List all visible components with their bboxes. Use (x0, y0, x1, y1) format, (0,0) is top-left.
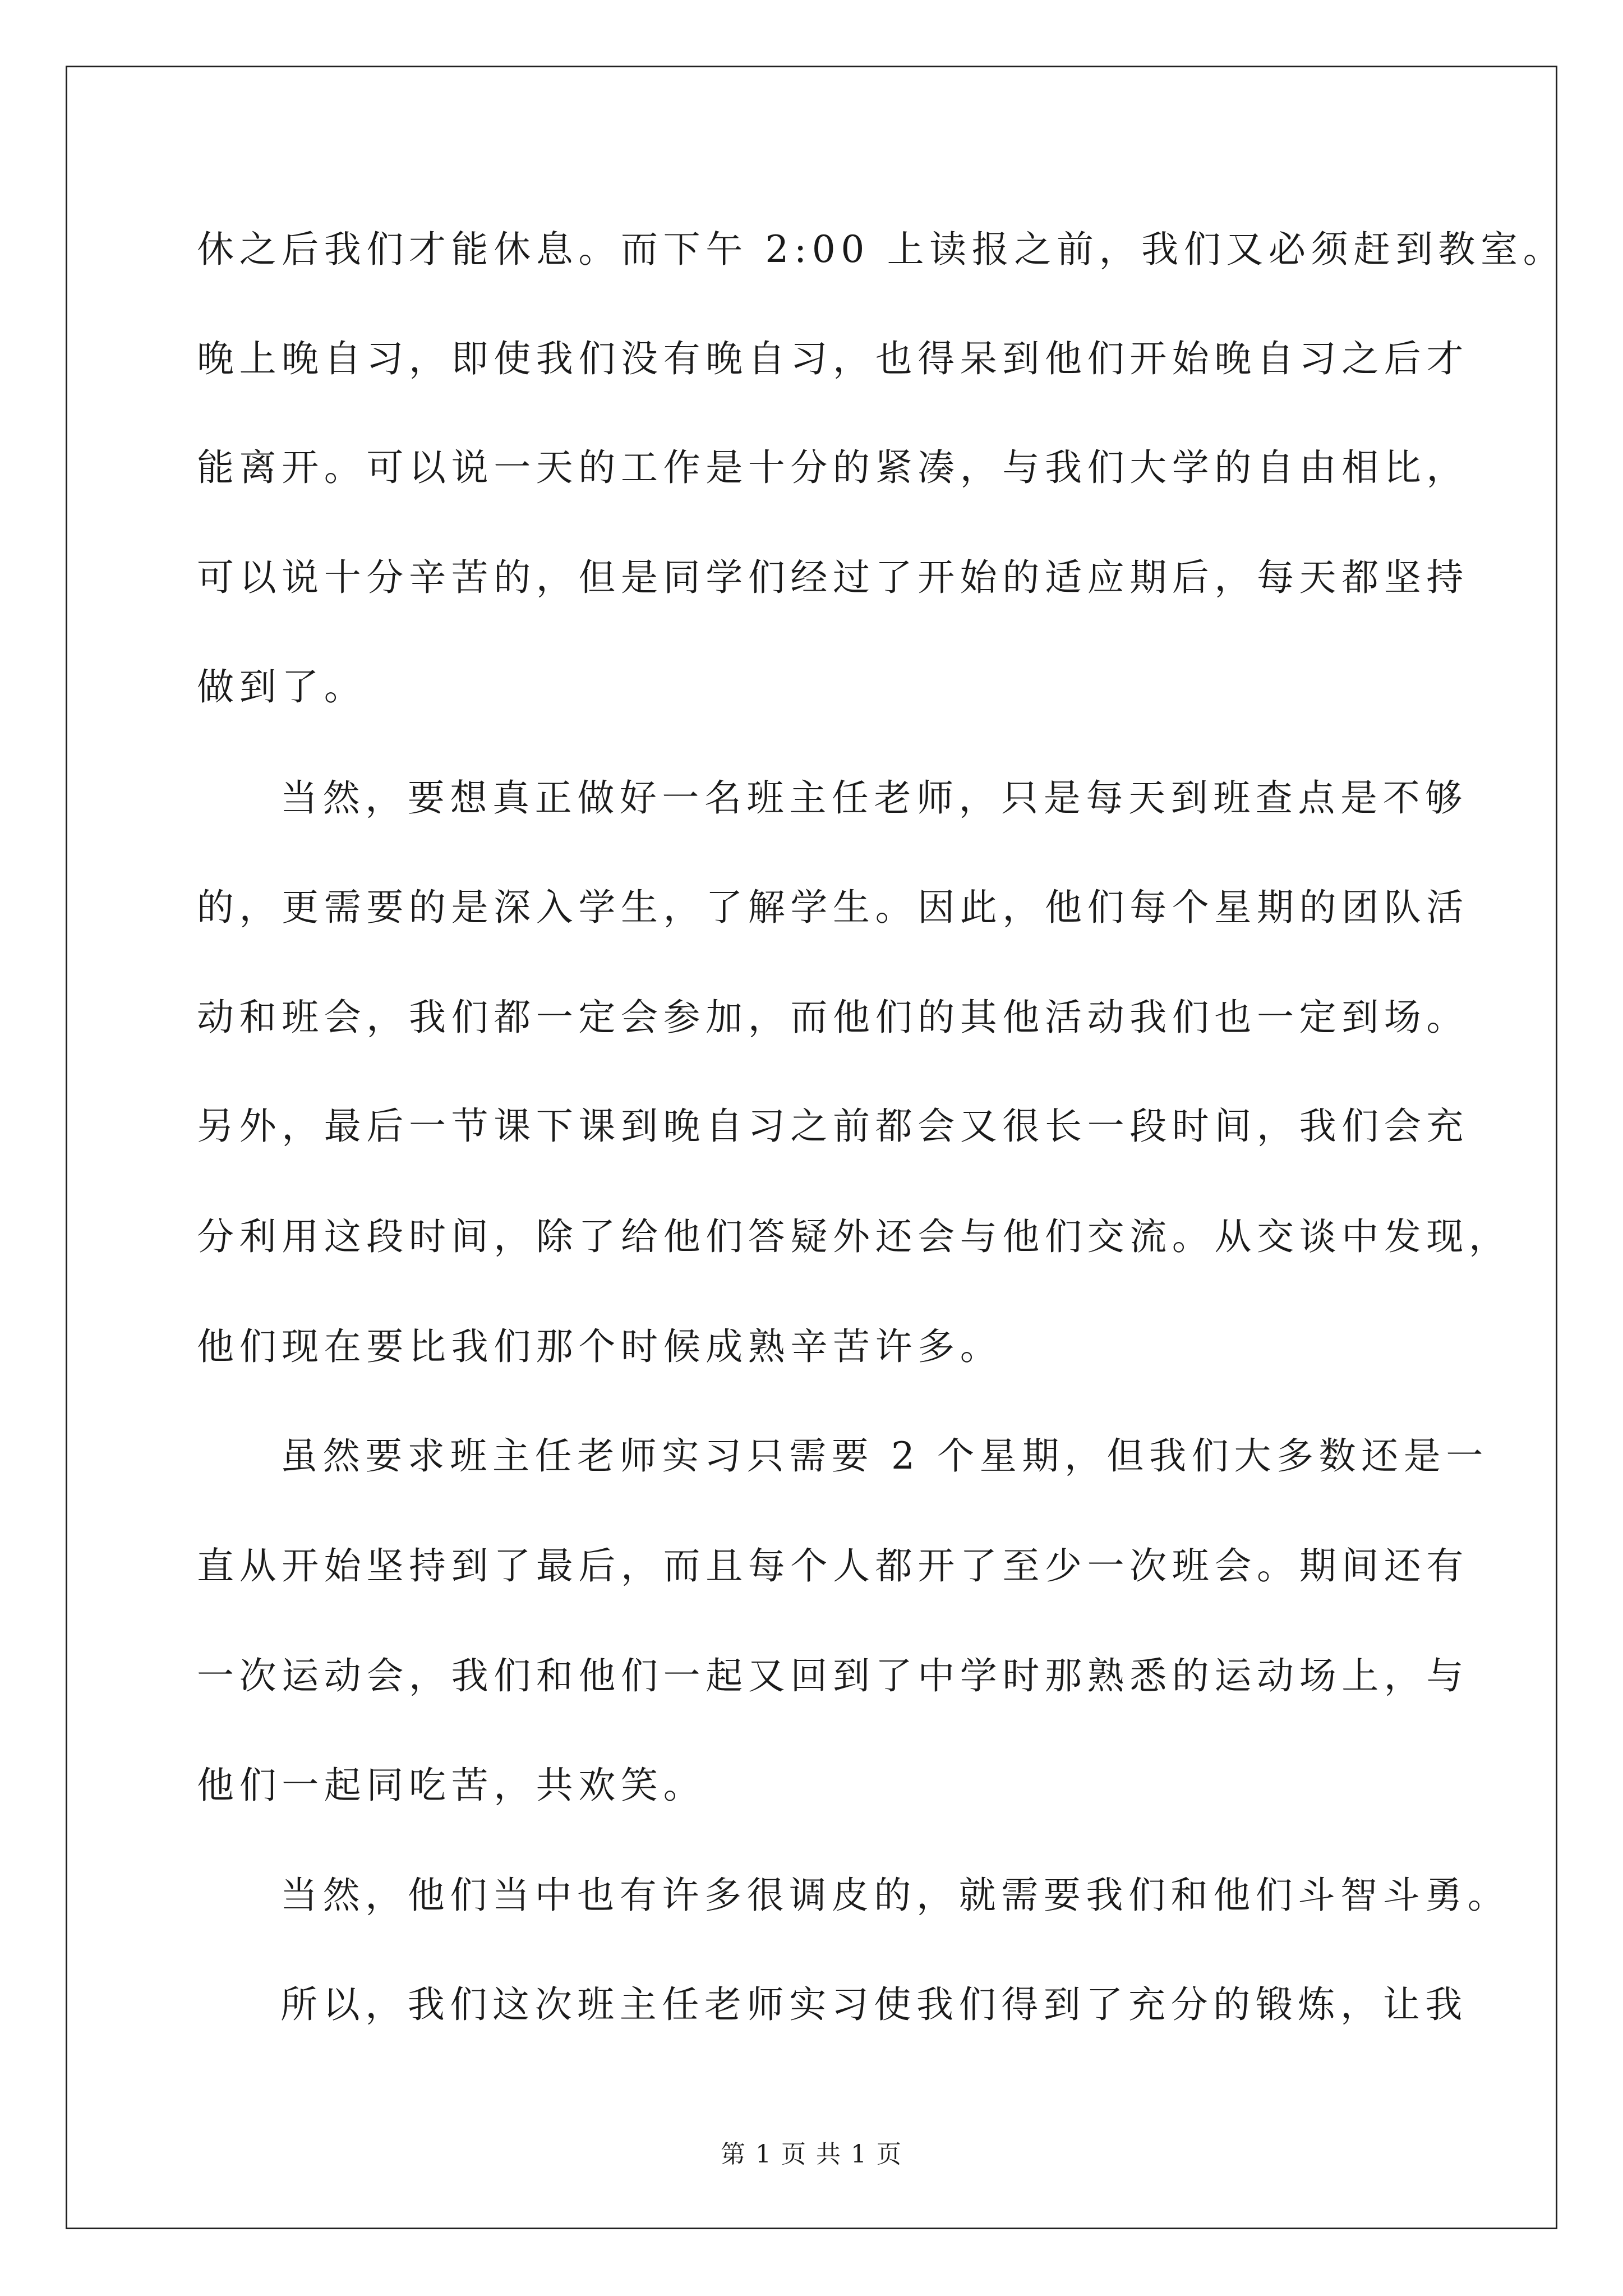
body-text-line: 分利用这段时间，除了给他们答疑外还会与他们交流。从交谈中发现， (197, 1215, 1511, 1258)
body-text-line: 一次运动会，我们和他们一起又回到了中学时那熟悉的运动场上，与 (197, 1654, 1469, 1697)
body-text-line: 他们现在要比我们那个时候成熟辛苦许多。 (197, 1325, 1003, 1368)
body-text-line: 晚上晚自习，即使我们没有晚自习，也得呆到他们开始晚自习之后才 (197, 337, 1469, 380)
body-text-line: 可以说十分辛苦的，但是同学们经过了开始的适应期后，每天都坚持 (197, 556, 1469, 599)
body-text-line: 的，更需要的是深入学生，了解学生。因此，他们每个星期的团队活 (197, 886, 1469, 929)
paragraph-first-line: 虽然要求班主任老师实习只需要 2 个星期，但我们大多数还是一 (280, 1434, 1488, 1478)
body-text-line: 另外，最后一节课下课到晚自习之前都会又很长一段时间，我们会充 (197, 1105, 1469, 1148)
body-text-line: 他们一起同吃苦，共欢笑。 (197, 1764, 706, 1807)
body-text-line: 直从开始坚持到了最后，而且每个人都开了至少一次班会。期间还有 (197, 1544, 1469, 1588)
page-number-footer: 第 1 页 共 1 页 (721, 2140, 902, 2169)
body-text-line: 能离开。可以说一天的工作是十分的紧凑，与我们大学的自由相比， (197, 446, 1469, 489)
paragraph-first-line: 所以，我们这次班主任老师实习使我们得到了充分的锻炼，让我 (280, 1983, 1468, 2026)
body-text-line: 动和班会，我们都一定会参加，而他们的其他活动我们也一定到场。 (197, 996, 1469, 1039)
body-text-line: 休之后我们才能休息。而下午 2:00 上读报之前，我们又必须赶到教室。 (197, 228, 1566, 271)
body-text-line: 做到了。 (197, 665, 367, 708)
paragraph-first-line: 当然，他们当中也有许多很调皮的，就需要我们和他们斗智斗勇。 (280, 1874, 1510, 1917)
paragraph-first-line: 当然，要想真正做好一名班主任老师，只是每天到班查点是不够 (280, 776, 1468, 820)
